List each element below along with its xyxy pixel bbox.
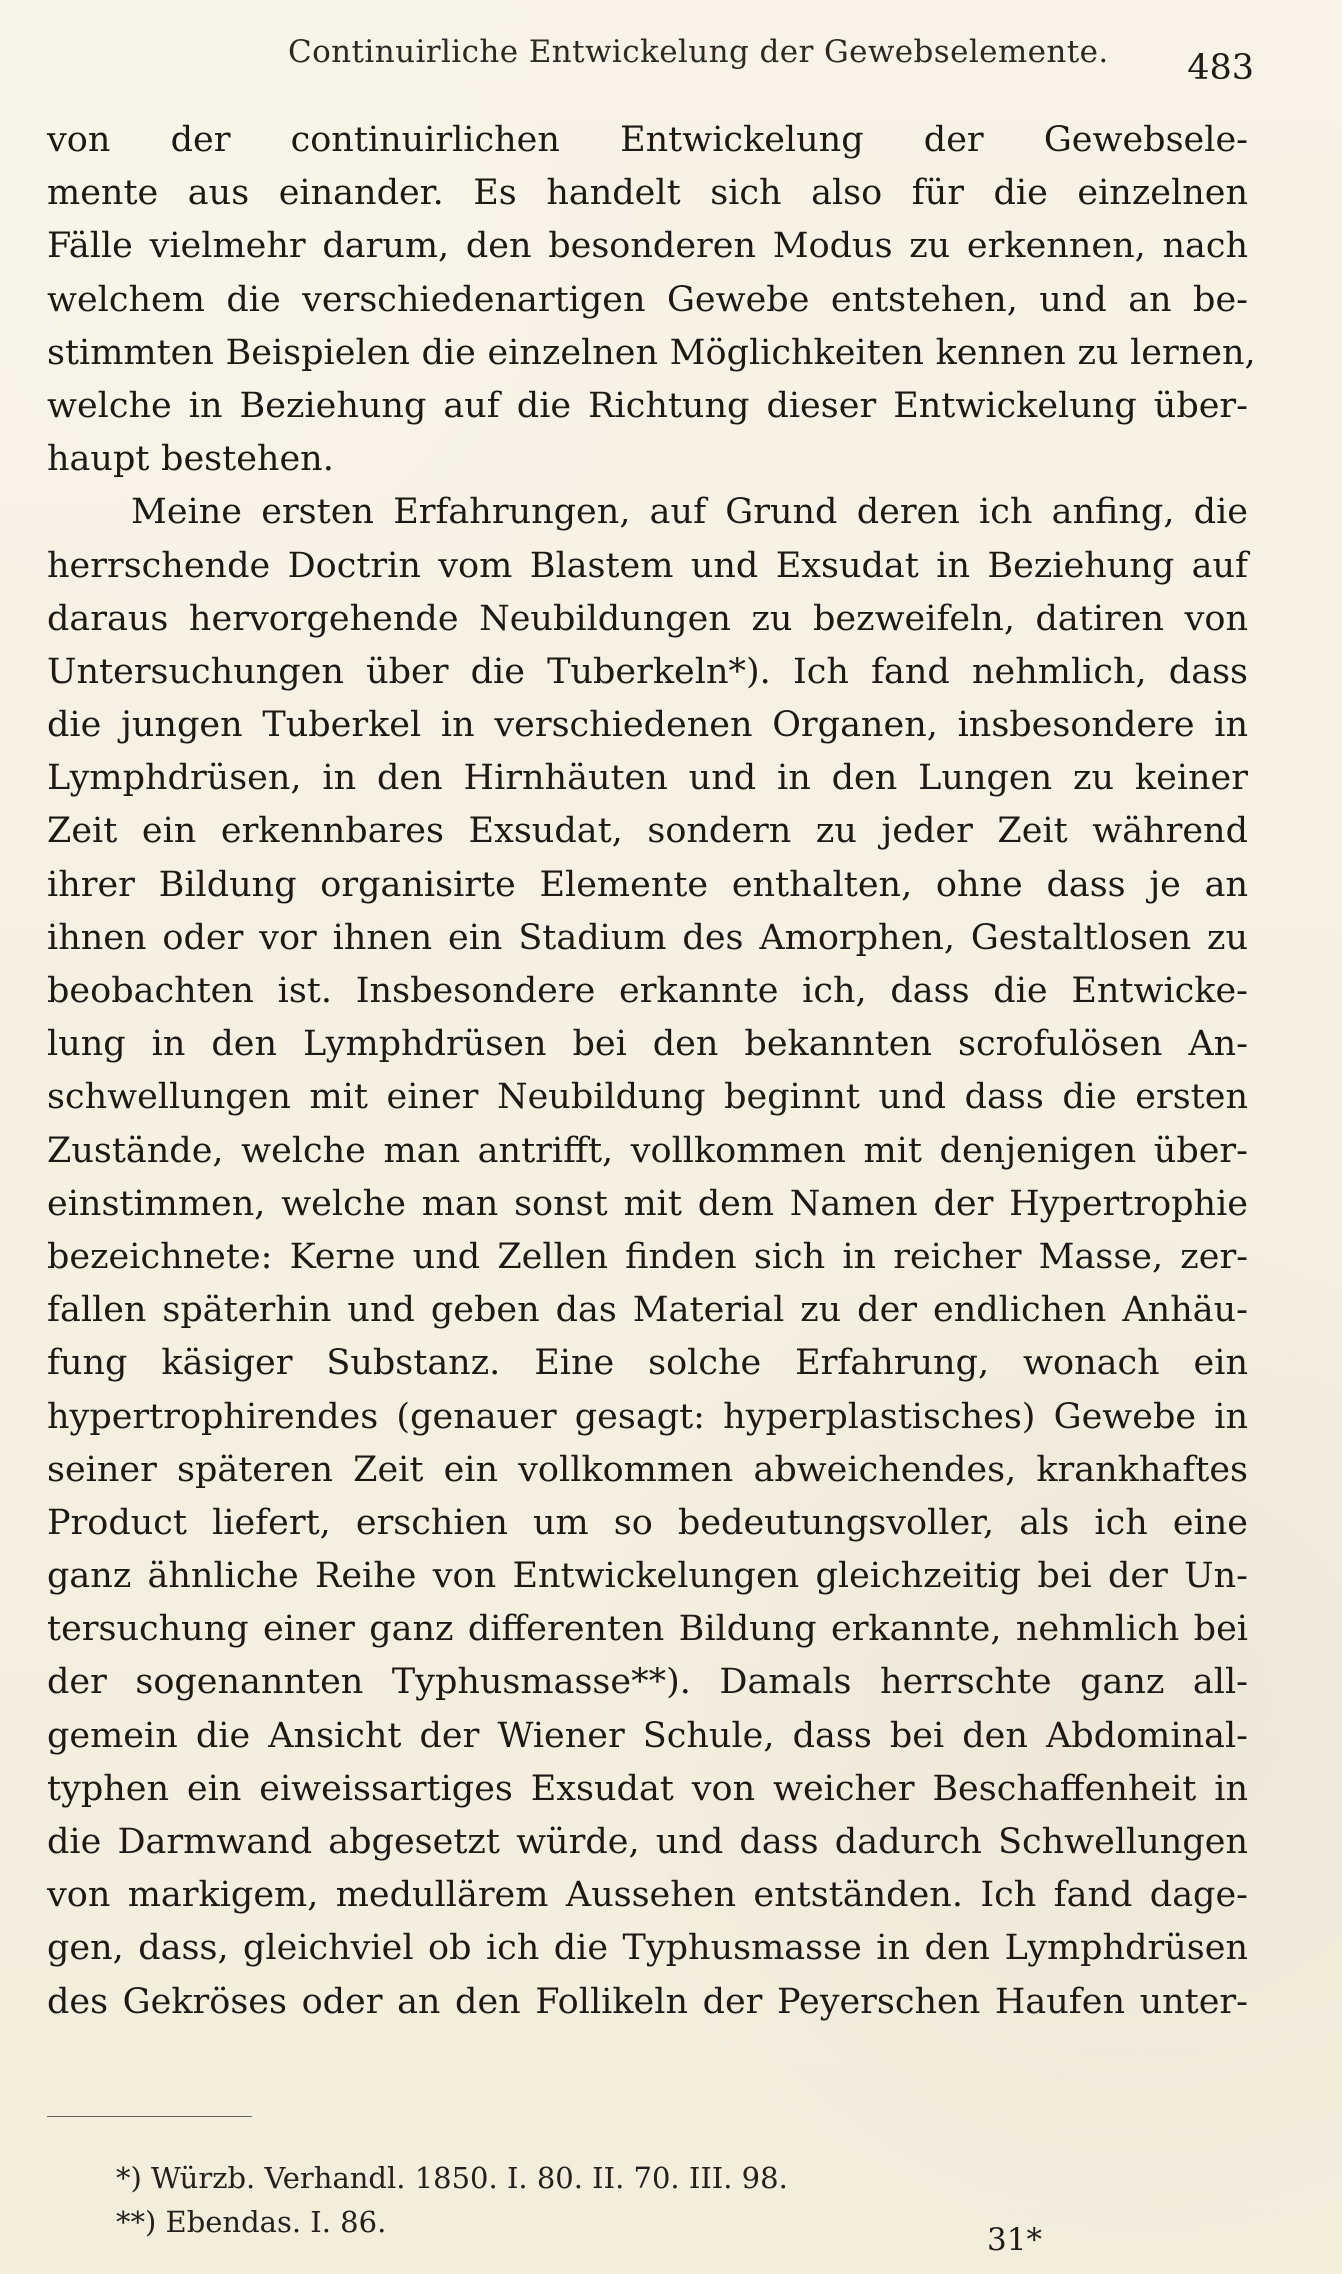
text-line: Zeit ein erkennbares Exsudat, sondern zu jeder Zeit während <box>47 811 1248 852</box>
text-line: stimmten Beispielen die einzelnen Möglichkeiten kennen zu lernen, <box>47 332 1256 373</box>
text-line: beobachten ist. Insbesondere erkannte ich, dass die Entwicke- <box>47 971 1248 1011</box>
text-line: welche in Beziehung auf die Richtung dieser Entwickelung über- <box>47 385 1248 426</box>
text-line: welchem die verschiedenartigen Gewebe entstehen, und an be- <box>47 279 1248 320</box>
text-line: Zustände, welche man antrifft, vollkommen mit denjenigen über- <box>47 1130 1248 1171</box>
text-line: lung in den Lymphdrüsen bei den bekannten scrofulösen An- <box>47 1024 1248 1065</box>
signature-mark: 31* <box>987 2222 1042 2258</box>
footnote-divider <box>47 2116 252 2117</box>
text-line: bezeichnete: Kerne und Zellen finden sich in reicher Masse, zer- <box>47 1236 1248 1277</box>
text-line: ganz ähnliche Reihe von Entwickelungen gleichzeitig bei der Un- <box>47 1556 1248 1597</box>
text-line: der sogenannten Typhusmasse**). Damals herrschte ganz all- <box>47 1662 1248 1703</box>
text-line: Meine ersten Erfahrungen, auf Grund deren ich anfing, die <box>131 492 1248 533</box>
text-line: gemein die Ansicht der Wiener Schule, dass bei den Abdominal- <box>47 1715 1248 1756</box>
text-line: die Darmwand abgesetzt würde, und dass dadurch Schwellungen <box>47 1822 1248 1862</box>
text-line: die jungen Tuberkel in verschiedenen Organen, insbesondere in <box>47 705 1248 746</box>
footnote-1: *) Würzb. Verhandl. 1850. I. 80. II. 70. III. 98. <box>116 2161 788 2195</box>
text-line: typhen ein eiweissartiges Exsudat von weicher Beschaffenheit in <box>47 1768 1248 1809</box>
text-line: Product liefert, erschien um so bedeutungsvoller, als ich eine <box>47 1502 1248 1543</box>
text-line: daraus hervorgehende Neubildungen zu bezweifeln, datiren von <box>47 598 1248 639</box>
running-header: Continuirliche Entwickelung der Gewebselemente. <box>288 34 1109 70</box>
footnote-2: **) Ebendas. I. 86. <box>116 2205 387 2239</box>
text-line: von markigem, medullärem Aussehen entständen. Ich fand dage- <box>47 1875 1248 1916</box>
text-line: des Gekröses oder an den Follikeln der Peyerschen Haufen unter- <box>47 1981 1248 2022</box>
text-line: mente aus einander. Es handelt sich also für die einzelnen <box>47 173 1248 214</box>
text-line: schwellungen mit einer Neubildung beginnt und dass die ersten <box>47 1077 1248 1118</box>
text-line: herrschende Doctrin vom Blastem und Exsudat in Beziehung auf <box>47 545 1248 586</box>
text-line: seiner späteren Zeit ein vollkommen abweichendes, krankhaftes <box>47 1449 1248 1490</box>
text-line: haupt bestehen. <box>47 439 334 480</box>
page-number: 483 <box>1187 48 1254 88</box>
text-line: gen, dass, gleichviel ob ich die Typhusmasse in den Lymphdrüsen <box>47 1928 1248 1969</box>
text-line: hypertrophirendes (genauer gesagt: hyperplastisches) Gewebe in <box>47 1396 1248 1437</box>
text-line: Lymphdrüsen, in den Hirnhäuten und in den Lungen zu keiner <box>47 758 1248 799</box>
main-text <box>47 114 1256 2029</box>
text-line: ihrer Bildung organisirte Elemente enthalten, ohne dass je an <box>47 864 1248 905</box>
text-line: tersuchung einer ganz differenten Bildung erkannte, nehmlich bei <box>47 1609 1248 1650</box>
text-line: Untersuchungen über die Tuberkeln*). Ich fand nehmlich, dass <box>47 651 1248 692</box>
text-line: von der continuirlichen Entwickelung der Gewebsele- <box>47 120 1248 160</box>
text-line: ihnen oder vor ihnen ein Stadium des Amorphen, Gestaltlosen zu <box>47 917 1248 958</box>
text-line: fallen späterhin und geben das Material zu der endlichen Anhäu- <box>47 1290 1248 1331</box>
text-line: einstimmen, welche man sonst mit dem Namen der Hypertrophie <box>47 1183 1248 1224</box>
text-line: Fälle vielmehr darum, den besonderen Modus zu erkennen, nach <box>47 226 1248 267</box>
text-line: fung käsiger Substanz. Eine solche Erfahrung, wonach ein <box>47 1343 1248 1384</box>
